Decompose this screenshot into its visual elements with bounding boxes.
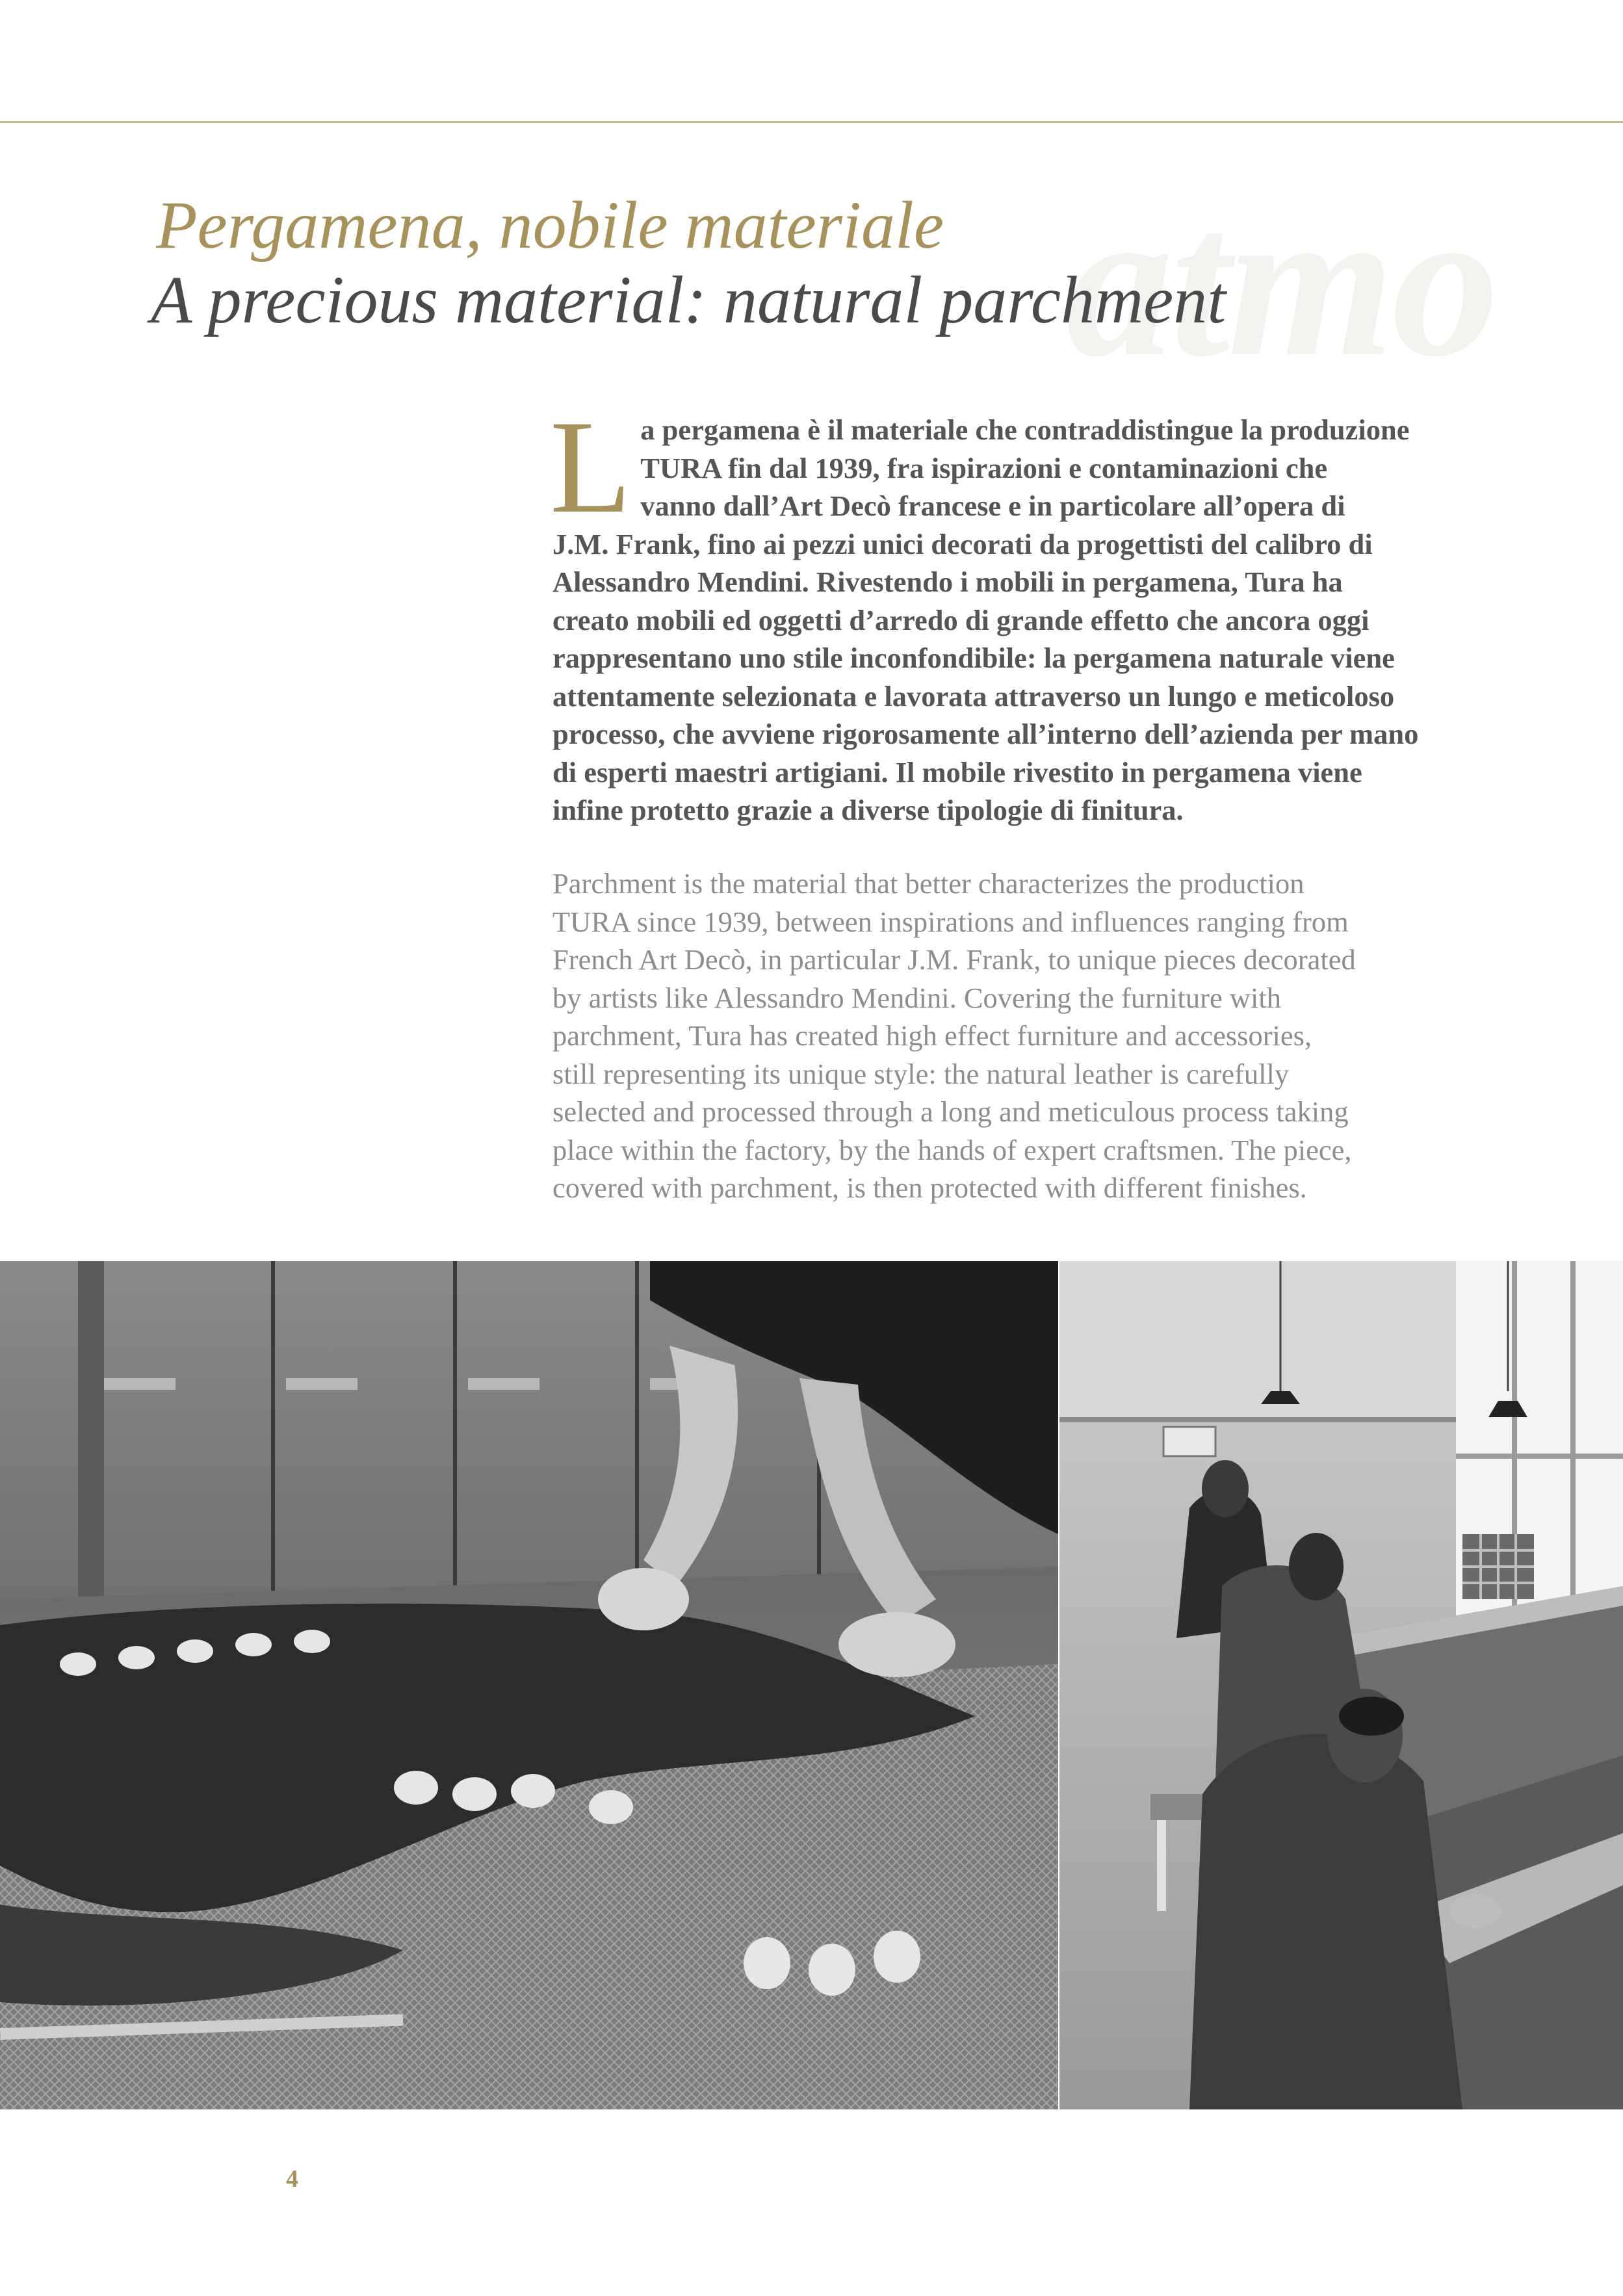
body-line: covered with parchment, is then protected with different finishes. — [552, 1171, 1307, 1204]
title-english: A precious material: natural parchment — [151, 263, 1227, 337]
body-line: infine protetto grazie a diverse tipologie di finitura. — [552, 794, 1184, 826]
photo-artisan-hands — [0, 1261, 1058, 2109]
body-line: TURA fin dal 1939, fra ispirazioni e contaminazioni che — [640, 451, 1328, 484]
title-italian: Pergamena, nobile materiale — [156, 188, 944, 263]
body-line: Alessandro Mendini. Rivestendo i mobili in pergamena, Tura ha — [552, 566, 1343, 598]
body-line: rappresentano uno stile inconfondibile: la pergamena naturale viene — [552, 642, 1395, 674]
body-italian — [550, 393, 1475, 829]
body-line: by artists like Alessandro Mendini. Covering the furniture with — [552, 981, 1281, 1014]
body-line: French Art Decò, in particular J.M. Frank, to unique pieces decorated — [552, 943, 1356, 976]
body-line: TURA since 1939, between inspirations and influences ranging from — [552, 905, 1349, 938]
body-english — [552, 865, 1475, 1207]
top-rule — [0, 121, 1623, 123]
body-line: place within the factory, by the hands of expert craftsmen. The piece, — [552, 1133, 1352, 1166]
body-line: attentamente selezionata e lavorata attraverso un lungo e meticoloso — [552, 679, 1395, 712]
body-line: creato mobili ed oggetti d’arredo di grande effetto che ancora oggi — [552, 603, 1370, 636]
dropcap: L — [550, 393, 632, 541]
photo-workshop — [1059, 1261, 1623, 2109]
body-line: J.M. Frank, fino ai pezzi unici decorati da progettisti del calibro di — [552, 527, 1373, 560]
body-line: vanno dall’Art Decò francese e in particolare all’opera di — [640, 489, 1345, 522]
body-line: Parchment is the material that better characterizes the production — [552, 867, 1305, 900]
body-line: parchment, Tura has created high effect furniture and accessories, — [552, 1019, 1312, 1052]
body-line: selected and processed through a long and meticulous process taking — [552, 1095, 1349, 1128]
body-line: a pergamena è il materiale che contraddistingue la produzione — [640, 413, 1410, 446]
body-line: still representing its unique style: the natural leather is carefully — [552, 1057, 1290, 1090]
page-number: 4 — [286, 2165, 298, 2193]
body-line: di esperti maestri artigiani. Il mobile rivestito in pergamena viene — [552, 755, 1362, 789]
body-line: processo, che avviene rigorosamente all’interno dell’azienda per mano — [552, 718, 1419, 750]
watermark-text: atmo — [1066, 176, 1497, 390]
